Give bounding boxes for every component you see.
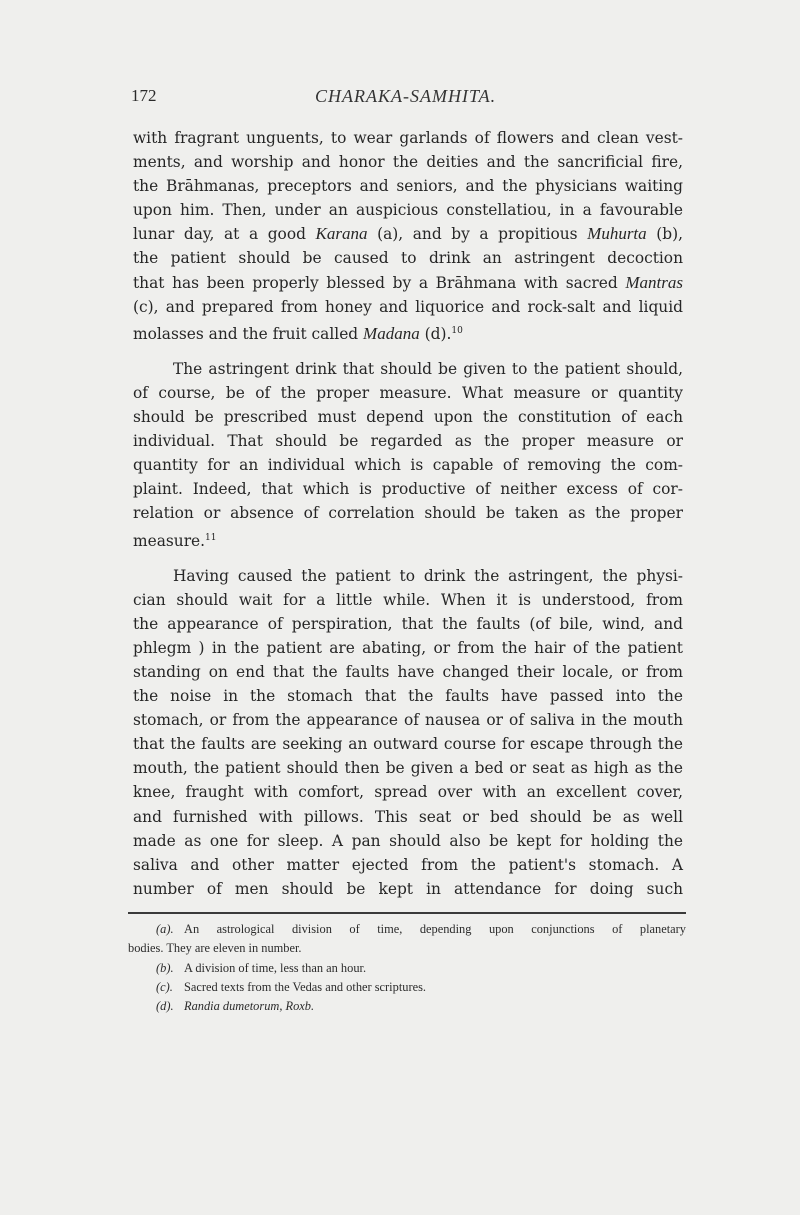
running-title: CHARAKA-SAMHITA. (315, 86, 497, 106)
footnote-b (128, 959, 686, 978)
text-line: The astringent drink that should be given to the patient should, (173, 359, 683, 378)
text-line: made as one for sleep. A pan should also be kept for holding the (133, 831, 683, 850)
text-line: the patient should be caused to drink an astringent decoction (133, 249, 683, 268)
term-mantras: Mantras (625, 272, 683, 292)
text-line: phlegm ) in the patient are abating, or from the hair of the patient (133, 638, 683, 657)
text-line: quantity for an individual which is capable of removing the com- (133, 456, 683, 475)
footnote-ref: 10 (451, 325, 463, 336)
text-line: cian should wait for a little while. When it is understood, from (133, 590, 683, 609)
body-text (133, 126, 683, 901)
text-line: (c), and prepared from honey and liquorice and rock-salt and liquid (133, 297, 683, 316)
text-line (133, 319, 683, 343)
text-run: measure. (133, 531, 206, 550)
text-line (133, 526, 683, 550)
footnote-d (128, 997, 686, 1016)
text-line: number of men should be kept in attendance for doing such (133, 879, 683, 898)
text-line: upon him. Then, under an auspicious constellatiou, in a favourable (133, 201, 683, 220)
footnote-c (128, 978, 686, 997)
footnote-mark: (c). (156, 979, 173, 994)
footnote-a-continued: bodies. They are eleven in number. (128, 941, 302, 956)
text-run: that has been properly blessed by a Brāhmana with sacred (133, 273, 626, 292)
running-head (131, 86, 691, 110)
term-muhurta: Muhurta (587, 224, 647, 244)
text-line: the appearance of perspiration, that the faults (of bile, wind, and (133, 614, 683, 633)
footnote-ref: 11 (205, 532, 217, 543)
text-line (133, 222, 683, 246)
term-madana: Madana (363, 323, 420, 343)
text-line: ments, and worship and honor the deities and the sancrificial fire, (133, 153, 683, 172)
text-line: the Brāhmanas, preceptors and seniors, and the physicians waiting (133, 177, 683, 196)
text-run: (a), and by a propitious (367, 225, 588, 244)
text-line (133, 271, 683, 295)
text-line: stomach, or from the appearance of nausea or of saliva in the mouth (133, 711, 683, 730)
text-line: should be prescribed must depend upon the constitution of each (133, 408, 683, 427)
text-line: individual. That should be regarded as the proper measure or (133, 432, 683, 451)
text-line: of course, be of the proper measure. What measure or quantity (133, 383, 683, 402)
text-line: and furnished with pillows. This seat or bed should be as well (133, 807, 683, 826)
text-line: that the faults are seeking an outward course for escape through the (133, 735, 683, 754)
footnote-divider (128, 912, 686, 914)
text-line: mouth, the patient should then be given a bed or seat as high as the (133, 759, 683, 778)
footnote-a (128, 920, 686, 939)
text-run: (d). (419, 324, 452, 343)
term-karana: Karana (315, 224, 368, 244)
text-line: standing on end that the faults have changed their locale, or from (133, 662, 683, 681)
footnote-mark: (b). (156, 960, 174, 975)
footnote-text: An astrological division of time, depending upon conjunctions of planetary (184, 922, 686, 936)
text-line: knee, fraught with comfort, spread over with an excellent cover, (133, 783, 683, 802)
text-line: Having caused the patient to drink the astringent, the physi- (173, 566, 683, 585)
text-run: (b), (646, 225, 683, 244)
footnote-text: A division of time, less than an hour. (184, 960, 367, 975)
text-run: molasses and the fruit called (133, 324, 364, 343)
text-line: the noise in the stomach that the faults have passed into the (133, 687, 683, 706)
footnote-mark: (d). (156, 999, 174, 1014)
text-line: relation or absence of correlation should be taken as the proper (133, 504, 683, 523)
text-line: with fragrant unguents, to wear garlands of flowers and clean vest- (133, 129, 683, 147)
footnote-text: Randia dumetorum, Roxb. (184, 999, 315, 1014)
footnote-text: Sacred texts from the Vedas and other scriptures. (184, 979, 427, 994)
paragraph-1 (133, 126, 683, 343)
paragraph-3 (133, 564, 683, 901)
page-number: 172 (131, 86, 157, 105)
paragraph-2 (133, 357, 683, 550)
text-run: lunar day, at a good (133, 225, 316, 244)
text-line: plaint. Indeed, that which is productive of neither excess of cor- (133, 480, 683, 499)
footnote-mark: (a). (156, 922, 174, 936)
text-line: saliva and other matter ejected from the patient's stomach. A (133, 855, 683, 874)
footnotes (128, 920, 686, 1016)
